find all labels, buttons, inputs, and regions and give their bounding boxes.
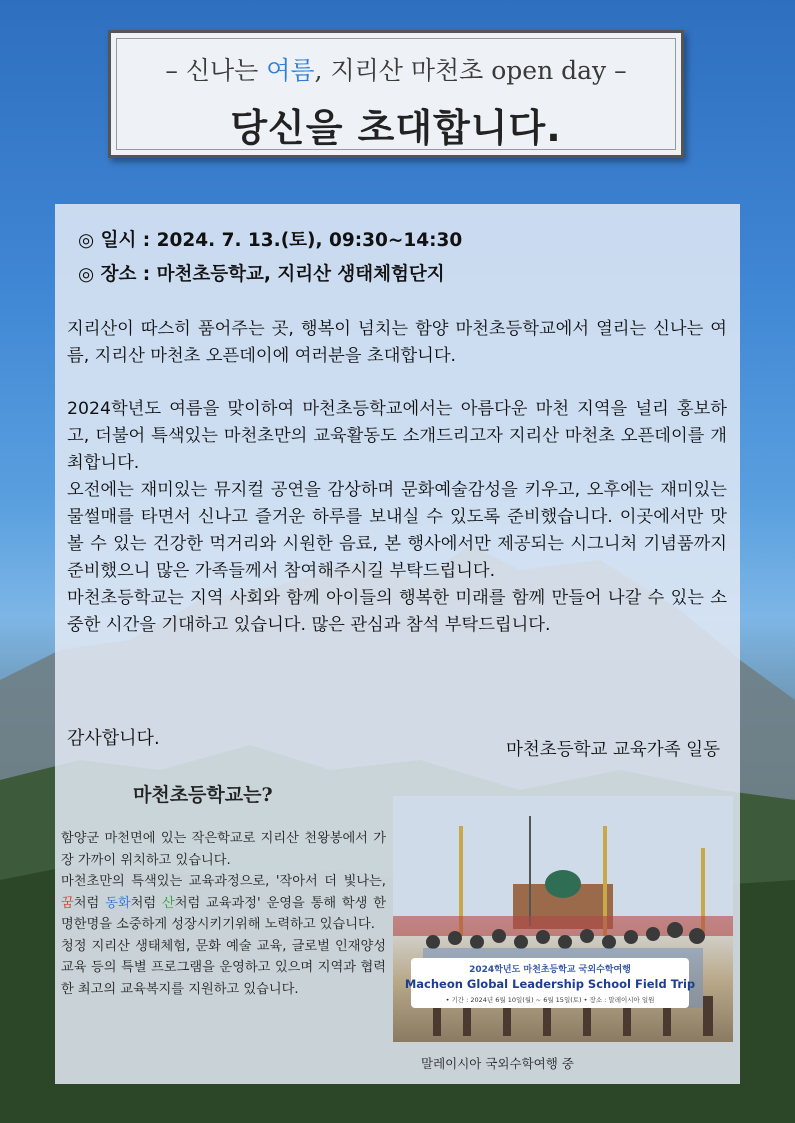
page-title: 당신을 초대합니다. xyxy=(230,106,562,150)
event-place xyxy=(78,260,445,286)
title-box xyxy=(108,30,684,158)
school-programs-paragraph: 청정 지리산 생태체험, 문화 예술 교육, 글로벌 인재양성 교육 등의 특별 프로그램을 운영하고 있으며 지역과 협력한 최고의 교육복지를 지원하고 있습니다. xyxy=(61,938,386,997)
curriculum-text-d: 처럼 교육과정' 운영을 통해 학생 한명한명을 소중하게 성장시키기위해 노력하고 있습니다. xyxy=(61,895,387,932)
banner-main-text: Macheon Global Leadership School Field Trip xyxy=(404,977,696,991)
photo-caption: 말레이시아 국외수학여행 중 xyxy=(421,1056,574,1071)
school-description xyxy=(61,828,386,1000)
content-panel xyxy=(55,204,740,1084)
curriculum-text-a: 마천초만의 특색있는 교육과정으로, '작아서 더 빛나는, xyxy=(61,874,386,889)
field-trip-photo xyxy=(393,796,733,1042)
bullet-mark: ◎ xyxy=(78,230,95,251)
curriculum-text-c: 처럼 xyxy=(130,895,162,911)
event-subtitle xyxy=(111,51,681,87)
school-curriculum-paragraph xyxy=(61,871,386,936)
bullet-mark: ◎ xyxy=(78,264,95,285)
subtitle-suffix: , 지리산 마천초 open day – xyxy=(314,56,627,85)
event-date xyxy=(78,226,462,252)
subtitle-highlight: 여름 xyxy=(266,56,315,85)
curriculum-text-b: 처럼 xyxy=(73,895,106,911)
school-location-paragraph: 함양군 마천면에 있는 작은학교로 지리산 천왕봉에서 가장 가까이 위치하고 있습니다. xyxy=(61,831,386,868)
closing-paragraph: 마천초등학교는 지역 사회와 함께 아이들의 행복한 미래를 함께 만들어 나갈 수 있는 소중한 시간을 기대하고 있습니다. 많은 관심과 참석 부탁드립니다. xyxy=(67,588,727,635)
intro-paragraph: 지리산이 따스히 품어주는 곳, 행복이 넘치는 함양 마천초등학교에서 열리는 신나는 여름, 지리산 마천초 오픈데이에 여러분을 초대합니다. xyxy=(67,319,727,366)
date-text: 일시 : 2024. 7. 13.(토), 09:30~14:30 xyxy=(100,230,463,251)
field-trip-photo-illustration xyxy=(393,796,733,1042)
purpose-paragraph: 2024학년도 여름을 맞이하여 마천초등학교에서는 아름다운 마천 지역을 널리 홍보하고, 더불어 특색있는 마천초만의 교육활동도 소개드리고자 지리산 마천초 오픈데이를 개최합니다. xyxy=(67,399,727,473)
banner-top-text: 2024학년도 마천초등학교 국외수학여행 xyxy=(469,965,631,975)
program-paragraph: 오전에는 재미있는 뮤지컬 공연을 감상하며 문화예술감성을 키우고, 오후에는 재미있는 물썰매를 타면서 신나고 즐거운 하루를 보내실 수 있도록 준비했습니다. 이곳에서만 맛볼 수 있는 건강한 먹거리와 시원한 음료, 본 행사에서만 제공되는 시그니처 기념품까지 준비했으니 많은 가족들께서 참여해주시길 부탁드립니다. xyxy=(67,480,727,581)
signoff-text: 마천초등학교 교육가족 일동 xyxy=(506,740,720,760)
school-heading: 마천초등학교는? xyxy=(133,784,273,806)
place-text: 장소 : 마천초등학교, 지리산 생태체험단지 xyxy=(100,264,445,285)
dream-word: 꿈 xyxy=(61,895,74,911)
subtitle-prefix: – 신나는 xyxy=(165,56,267,85)
banner-sub-text: • 기간 : 2024년 6월 10일(월) ~ 6월 15일(토) • 장소 : 말레이시아 일원 xyxy=(445,996,655,1004)
thanks-text: 감사합니다. xyxy=(67,728,160,749)
mountain-word: 산 xyxy=(161,895,175,911)
invitation-body xyxy=(67,316,727,639)
fairy-tale-word: 동화 xyxy=(105,895,131,911)
